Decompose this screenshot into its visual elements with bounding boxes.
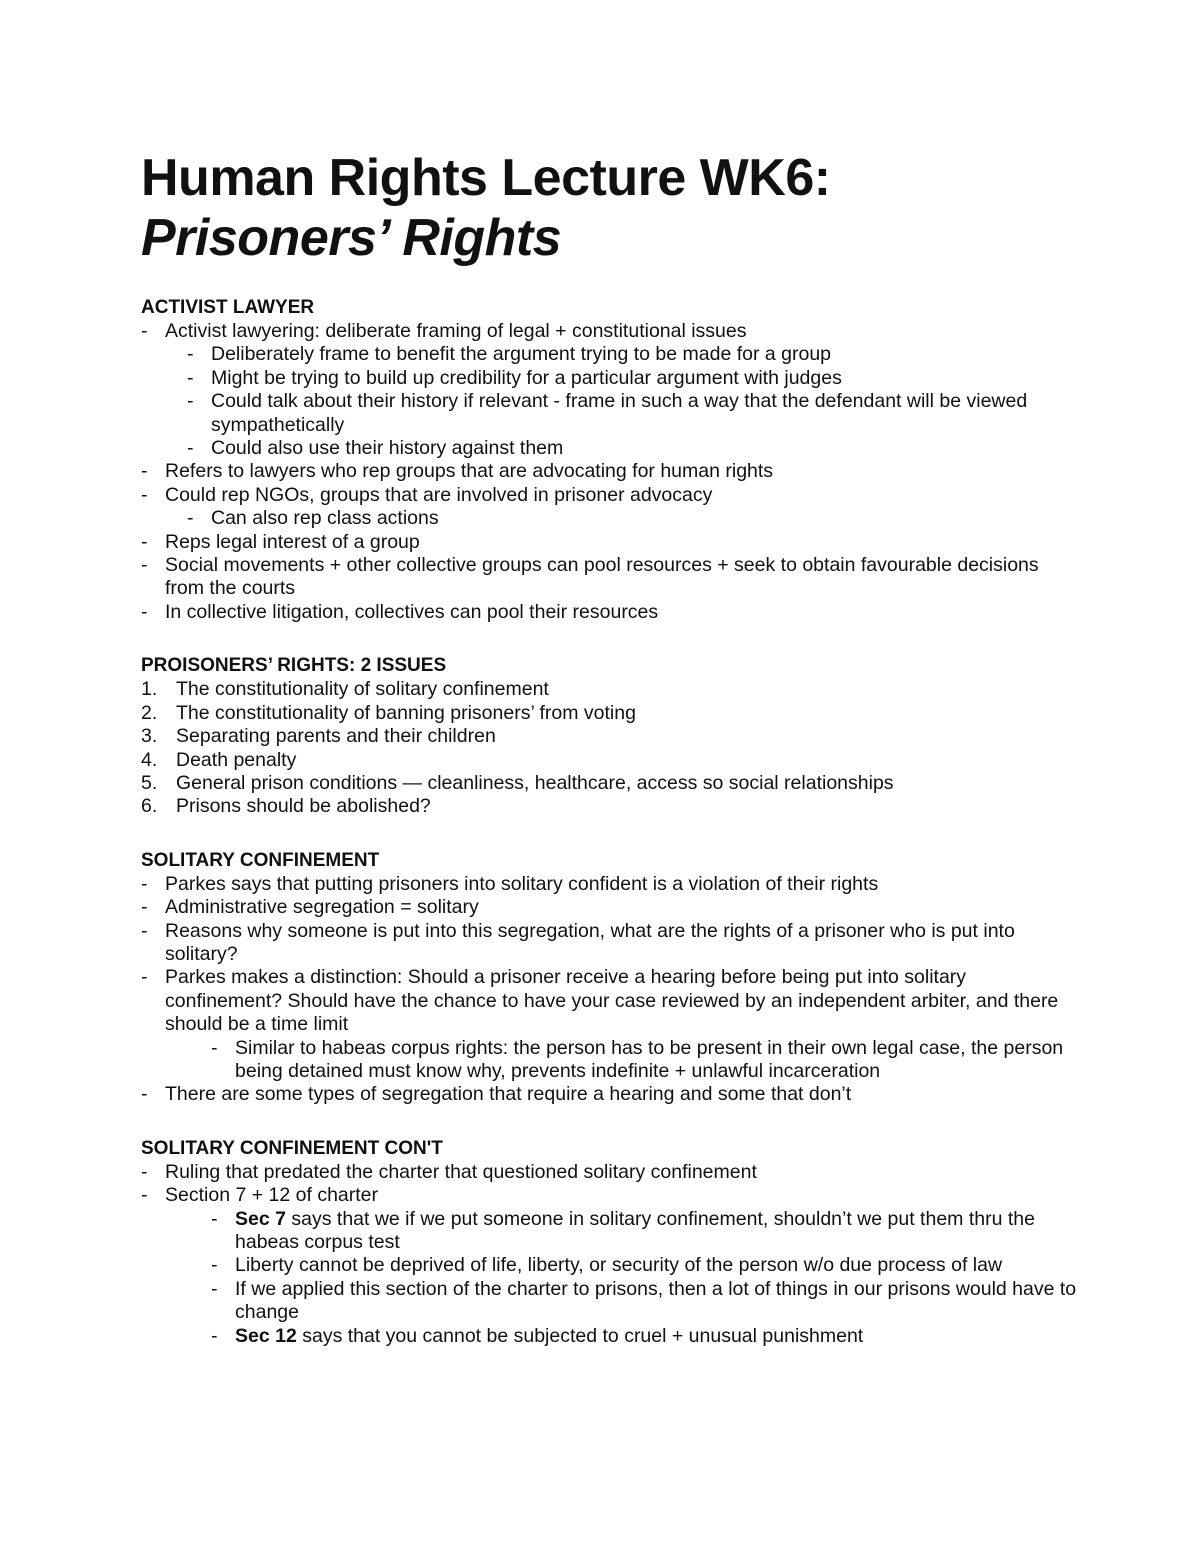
bullet-marker: -	[141, 1083, 148, 1106]
list-number: 4.	[141, 748, 158, 771]
bullet-marker: -	[141, 896, 148, 919]
bullet-marker: -	[141, 483, 148, 506]
bullet-list-item	[141, 1184, 1081, 1207]
numbered-list-item	[141, 749, 1081, 772]
bullet-list-item	[141, 390, 1081, 437]
item-text: Reasons why someone is put into this segregation, what are the rights of a prisoner who is put into solitary?	[165, 919, 1015, 965]
bullet-marker: -	[187, 507, 194, 530]
bullet-marker: -	[141, 1160, 148, 1183]
item-text: Deliberately frame to benefit the argument trying to be made for a group	[211, 343, 832, 366]
item-text: says that we if we put someone in solitary confinement, shouldn’t we put them thru the habeas corpus test	[235, 1207, 1035, 1253]
numbered-list-item	[141, 702, 1081, 725]
numbered-list-item	[141, 678, 1081, 701]
bullet-list-item	[141, 1325, 1081, 1348]
item-text: Liberty cannot be deprived of life, liberty, or security of the person w/o due process of law	[235, 1254, 1003, 1277]
bullet-marker: -	[141, 460, 148, 483]
item-text: Section 7 + 12 of charter	[165, 1184, 379, 1207]
list-number: 3.	[141, 725, 158, 748]
bullet-marker: -	[187, 390, 194, 413]
item-text: Reps legal interest of a group	[165, 530, 420, 553]
item-text: Separating parents and their children	[176, 725, 496, 748]
bullet-list-item	[141, 1037, 1081, 1084]
item-text: Prisons should be abolished?	[176, 795, 431, 818]
bullet-list-item	[141, 531, 1081, 554]
bullet-marker: -	[141, 600, 148, 623]
section-heading: ACTIVIST LAWYER	[141, 297, 315, 318]
bullet-list-item	[141, 484, 1081, 507]
list-number: 6.	[141, 795, 158, 818]
list-number: 1.	[141, 678, 158, 701]
numbered-list-item	[141, 795, 1081, 818]
bullet-list-item	[141, 896, 1081, 919]
bullet-list-item	[141, 1278, 1081, 1325]
bullet-marker: -	[211, 1036, 218, 1059]
document-title	[141, 148, 1081, 268]
item-text: says that you cannot be subjected to cruel + unusual punishment	[296, 1324, 864, 1347]
bullet-list-item	[141, 1161, 1081, 1184]
bullet-marker: -	[141, 554, 148, 577]
item-text: Activist lawyering: deliberate framing of legal + constitutional issues	[165, 320, 747, 342]
item-text: Refers to lawyers who rep groups that are advocating for human rights	[165, 460, 774, 483]
item-text: There are some types of segregation that require a hearing and some that don’t	[165, 1083, 852, 1106]
bullet-list-item	[141, 966, 1081, 1036]
bullet-marker: -	[141, 320, 148, 342]
bullet-list-item	[141, 507, 1081, 530]
list-number: 2.	[141, 701, 158, 724]
item-text: Might be trying to build up credibility for a particular argument with judges	[211, 366, 842, 389]
numbered-list-item	[141, 725, 1081, 748]
bullet-marker: -	[141, 1184, 148, 1207]
bullet-list-item	[141, 1254, 1081, 1277]
section-heading: SOLITARY CONFINEMENT CON'T	[141, 1137, 443, 1159]
item-text: Similar to habeas corpus rights: the person has to be present in their own legal case, the person being detained must know why, prevents indefinite + unlawful incarceration	[235, 1036, 1064, 1082]
notes-section	[141, 1137, 1081, 1348]
item-text: Could also use their history against them	[211, 437, 564, 460]
bullet-list-item	[141, 920, 1081, 967]
bullet-marker: -	[141, 919, 148, 942]
bold-term: Sec 7	[235, 1207, 286, 1230]
bullet-marker: -	[141, 530, 148, 553]
bullet-list-item	[141, 437, 1081, 460]
bullet-list-item	[141, 320, 1081, 343]
title-line-2: Prisoners’ Rights	[141, 209, 562, 267]
item-text: Parkes says that putting prisoners into solitary confident is a violation of their rights	[165, 872, 879, 895]
bullet-marker: -	[187, 366, 194, 389]
bullet-list-item	[141, 1208, 1081, 1255]
item-text: General prison conditions — cleanliness, healthcare, access so social relationships	[176, 771, 894, 794]
bullet-list-item	[141, 343, 1081, 366]
item-text: Parkes makes a distinction: Should a prisoner receive a hearing before being put into solitary confinement? Should have the chance to have your case reviewed by an independent arbiter, and there should be a time limit	[165, 966, 1059, 1036]
notes-section	[141, 654, 1081, 818]
list-number: 5.	[141, 771, 158, 794]
title-line-1: Human Rights Lecture WK6:	[141, 149, 831, 207]
bullet-marker: -	[211, 1277, 218, 1300]
bullet-marker: -	[141, 872, 148, 895]
item-text: Could rep NGOs, groups that are involved in prisoner advocacy	[165, 483, 713, 506]
item-text: Ruling that predated the charter that questioned solitary confinement	[165, 1160, 757, 1183]
item-text: The constitutionality of banning prisoners’ from voting	[176, 701, 636, 724]
item-text: Can also rep class actions	[211, 507, 439, 530]
section-heading: PROISONERS’ RIGHTS: 2 ISSUES	[141, 655, 447, 677]
item-text: Death penalty	[176, 748, 297, 771]
item-text: The constitutionality of solitary confinement	[176, 678, 549, 701]
item-text: Administrative segregation = solitary	[165, 896, 479, 919]
numbered-list-item	[141, 772, 1081, 795]
bullet-list-item	[141, 601, 1081, 624]
item-text: Social movements + other collective groups can pool resources + seek to obtain favourable decisions from the courts	[165, 554, 1039, 600]
bullet-list-item	[141, 873, 1081, 896]
bullet-marker: -	[187, 437, 194, 460]
item-text: If we applied this section of the charter to prisons, then a lot of things in our prisons would have to change	[235, 1277, 1077, 1324]
item-text: Could talk about their history if relevant - frame in such a way that the defendant will be viewed sympathetically	[211, 390, 1028, 436]
bullet-list-item	[141, 460, 1081, 483]
notes-section	[141, 296, 1081, 624]
item-text: In collective litigation, collectives can pool their resources	[165, 600, 659, 623]
bullet-list-item	[141, 554, 1081, 601]
bullet-list-item	[141, 367, 1081, 390]
bullet-marker: -	[187, 343, 194, 366]
bullet-marker: -	[211, 1254, 218, 1277]
document-page	[141, 148, 1081, 1348]
bullet-marker: -	[211, 1324, 218, 1347]
bullet-marker: -	[141, 966, 148, 989]
section-heading: SOLITARY CONFINEMENT	[141, 849, 380, 871]
bold-term: Sec 12	[235, 1324, 297, 1347]
notes-body	[141, 296, 1081, 1348]
bullet-list-item	[141, 1083, 1081, 1106]
bullet-marker: -	[211, 1207, 218, 1230]
notes-section	[141, 849, 1081, 1107]
